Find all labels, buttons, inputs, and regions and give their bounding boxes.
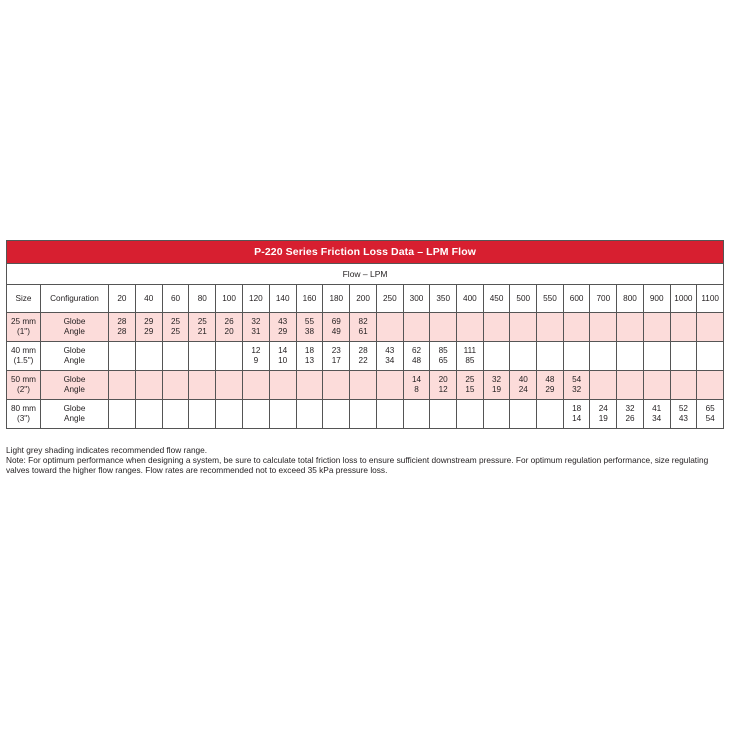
- table-row: [7, 313, 724, 342]
- loss-cell: [643, 400, 670, 429]
- globe-loss-value: 69: [331, 317, 341, 326]
- loss-cell: [189, 342, 216, 371]
- flow-header-450: 450: [483, 285, 510, 313]
- loss-cell: [510, 400, 537, 429]
- loss-cell: [617, 313, 644, 342]
- table-title: P-220 Series Friction Loss Data – LPM Flow: [7, 241, 724, 264]
- angle-loss-value: 28: [117, 327, 127, 336]
- size-inch: (1.5"): [13, 356, 34, 365]
- flow-header-900: 900: [643, 285, 670, 313]
- globe-loss-value: 111: [463, 346, 477, 355]
- loss-cell: [430, 342, 457, 371]
- loss-cell: [242, 371, 269, 400]
- angle-loss-value: 48: [411, 356, 422, 365]
- friction-loss-table-container: [6, 240, 724, 429]
- angle-loss-value: 20: [224, 327, 234, 336]
- loss-cell: [697, 313, 724, 342]
- flow-header-300: 300: [403, 285, 430, 313]
- loss-cell: [323, 400, 350, 429]
- loss-cell: [376, 400, 403, 429]
- flow-header-120: 120: [242, 285, 269, 313]
- loss-cell: [109, 342, 136, 371]
- globe-loss-value: 32: [625, 404, 635, 413]
- globe-loss-value: 28: [358, 346, 368, 355]
- flow-header-1000: 1000: [670, 285, 697, 313]
- loss-cell: [510, 342, 537, 371]
- loss-cell: [697, 342, 724, 371]
- flow-header-550: 550: [537, 285, 564, 313]
- table-row: [7, 400, 724, 429]
- globe-loss-value: 14: [411, 375, 422, 384]
- loss-cell: [189, 400, 216, 429]
- loss-cell: [457, 342, 484, 371]
- angle-loss-value: 34: [652, 414, 662, 423]
- flow-header-400: 400: [457, 285, 484, 313]
- angle-loss-value: 38: [304, 327, 315, 336]
- loss-cell: [242, 400, 269, 429]
- loss-cell: [430, 400, 457, 429]
- angle-loss-value: 29: [144, 327, 154, 336]
- loss-cell: [563, 371, 590, 400]
- configuration-header: Configuration: [41, 285, 109, 313]
- loss-cell: [135, 342, 162, 371]
- loss-cell: [109, 371, 136, 400]
- angle-loss-value: 10: [278, 356, 288, 365]
- loss-cell: [510, 371, 537, 400]
- loss-cell: [537, 371, 564, 400]
- globe-loss-value: 12: [251, 346, 261, 355]
- loss-cell: [590, 342, 617, 371]
- loss-cell: [457, 371, 484, 400]
- loss-cell: [162, 400, 189, 429]
- loss-cell: [430, 371, 457, 400]
- size-cell: [7, 371, 41, 400]
- flow-header-40: 40: [135, 285, 162, 313]
- loss-cell: [135, 371, 162, 400]
- angle-loss-value: 61: [358, 327, 368, 336]
- flow-header-800: 800: [617, 285, 644, 313]
- size-mm: 40 mm: [10, 346, 37, 355]
- column-header-row: [7, 285, 724, 313]
- configuration-cell: [41, 313, 109, 342]
- globe-loss-value: 18: [572, 404, 582, 413]
- table-row: [7, 371, 724, 400]
- table-row: [7, 342, 724, 371]
- loss-cell: [563, 400, 590, 429]
- shading-note: Light grey shading indicates recommended flow range.: [6, 445, 208, 455]
- config-angle: Angle: [64, 356, 85, 365]
- loss-cell: [242, 342, 269, 371]
- loss-cell: [162, 371, 189, 400]
- loss-cell: [617, 342, 644, 371]
- loss-cell: [109, 400, 136, 429]
- loss-cell: [670, 313, 697, 342]
- config-angle: Angle: [64, 327, 85, 336]
- config-angle: Angle: [64, 414, 85, 423]
- performance-note: Note: For optimum performance when designing a system, be sure to calculate total friction loss to ensure sufficient downstream pressure. For optimum regulation performance, size regulating valves toward the higher flow ranges. Flow rates are recommended not to exceed 35 kPa pressure loss.: [6, 455, 709, 475]
- size-mm: 80 mm: [10, 404, 37, 413]
- flow-header-180: 180: [323, 285, 350, 313]
- globe-loss-value: 48: [545, 375, 555, 384]
- loss-cell: [350, 342, 377, 371]
- loss-cell: [617, 400, 644, 429]
- angle-loss-value: 15: [465, 385, 475, 394]
- flow-header-250: 250: [376, 285, 403, 313]
- loss-cell: [323, 342, 350, 371]
- configuration-cell: [41, 342, 109, 371]
- angle-loss-value: 17: [331, 356, 341, 365]
- loss-cell: [483, 342, 510, 371]
- angle-loss-value: 21: [197, 327, 207, 336]
- globe-loss-value: 14: [278, 346, 288, 355]
- loss-cell: [403, 371, 430, 400]
- loss-cell: [323, 371, 350, 400]
- angle-loss-value: 31: [251, 327, 261, 336]
- globe-loss-value: 29: [144, 317, 154, 326]
- globe-loss-value: 62: [411, 346, 422, 355]
- angle-loss-value: 32: [572, 385, 582, 394]
- configuration-cell: [41, 371, 109, 400]
- size-mm: 25 mm: [10, 317, 37, 326]
- loss-cell: [323, 313, 350, 342]
- size-cell: [7, 400, 41, 429]
- loss-cell: [296, 313, 323, 342]
- loss-cell: [483, 400, 510, 429]
- size-header: Size: [7, 285, 41, 313]
- table-body: [7, 313, 724, 429]
- angle-loss-value: 19: [492, 385, 502, 394]
- angle-loss-value: 43: [678, 414, 688, 423]
- loss-cell: [430, 313, 457, 342]
- flow-header-100: 100: [216, 285, 243, 313]
- globe-loss-value: 55: [304, 317, 315, 326]
- loss-cell: [457, 313, 484, 342]
- loss-cell: [457, 400, 484, 429]
- config-globe: Globe: [63, 375, 86, 384]
- loss-cell: [510, 313, 537, 342]
- loss-cell: [563, 342, 590, 371]
- loss-cell: [617, 371, 644, 400]
- size-inch: (1"): [17, 327, 30, 336]
- angle-loss-value: 49: [331, 327, 341, 336]
- loss-cell: [135, 400, 162, 429]
- loss-cell: [109, 313, 136, 342]
- globe-loss-value: 43: [385, 346, 395, 355]
- loss-cell: [216, 313, 243, 342]
- loss-cell: [670, 400, 697, 429]
- loss-cell: [643, 371, 670, 400]
- globe-loss-value: 25: [197, 317, 207, 326]
- globe-loss-value: 26: [224, 317, 234, 326]
- config-globe: Globe: [63, 317, 86, 326]
- config-globe: Globe: [63, 346, 86, 355]
- loss-cell: [483, 313, 510, 342]
- loss-cell: [643, 342, 670, 371]
- angle-loss-value: 25: [170, 327, 181, 336]
- loss-cell: [590, 313, 617, 342]
- globe-loss-value: 65: [705, 404, 715, 413]
- friction-loss-table: [6, 240, 724, 429]
- globe-loss-value: 23: [331, 346, 341, 355]
- angle-loss-value: 14: [572, 414, 582, 423]
- loss-cell: [697, 371, 724, 400]
- size-inch: (3"): [17, 414, 30, 423]
- loss-cell: [670, 342, 697, 371]
- angle-loss-value: 8: [414, 385, 419, 394]
- loss-cell: [537, 313, 564, 342]
- loss-cell: [350, 313, 377, 342]
- globe-loss-value: 43: [278, 317, 288, 326]
- angle-loss-value: 54: [705, 414, 715, 423]
- loss-cell: [296, 342, 323, 371]
- loss-cell: [269, 400, 296, 429]
- angle-loss-value: 9: [253, 356, 259, 365]
- globe-loss-value: 54: [572, 375, 582, 384]
- size-inch: (2"): [17, 385, 30, 394]
- angle-loss-value: 34: [385, 356, 395, 365]
- globe-loss-value: 82: [358, 317, 368, 326]
- angle-loss-value: 22: [358, 356, 368, 365]
- flow-header-500: 500: [510, 285, 537, 313]
- loss-cell: [350, 371, 377, 400]
- loss-cell: [350, 400, 377, 429]
- config-globe: Globe: [63, 404, 86, 413]
- loss-cell: [590, 400, 617, 429]
- notes: [6, 445, 724, 475]
- config-angle: Angle: [64, 385, 85, 394]
- globe-loss-value: 28: [117, 317, 127, 326]
- angle-loss-value: 19: [598, 414, 608, 423]
- loss-cell: [189, 313, 216, 342]
- loss-cell: [697, 400, 724, 429]
- loss-cell: [403, 342, 430, 371]
- loss-cell: [376, 342, 403, 371]
- loss-cell: [296, 371, 323, 400]
- globe-loss-value: 85: [438, 346, 448, 355]
- loss-cell: [216, 371, 243, 400]
- angle-loss-value: 13: [304, 356, 315, 365]
- loss-cell: [216, 400, 243, 429]
- flow-header-350: 350: [430, 285, 457, 313]
- loss-cell: [376, 371, 403, 400]
- flow-label: Flow – LPM: [7, 264, 724, 285]
- loss-cell: [269, 371, 296, 400]
- loss-cell: [403, 400, 430, 429]
- loss-cell: [162, 313, 189, 342]
- flow-header-600: 600: [563, 285, 590, 313]
- loss-cell: [483, 371, 510, 400]
- loss-cell: [537, 342, 564, 371]
- angle-loss-value: 65: [438, 356, 448, 365]
- globe-loss-value: 40: [518, 375, 528, 384]
- loss-cell: [537, 400, 564, 429]
- loss-cell: [643, 313, 670, 342]
- loss-cell: [296, 400, 323, 429]
- loss-cell: [162, 342, 189, 371]
- globe-loss-value: 32: [492, 375, 502, 384]
- globe-loss-value: 52: [678, 404, 688, 413]
- flow-header-20: 20: [109, 285, 136, 313]
- loss-cell: [189, 371, 216, 400]
- flow-header-160: 160: [296, 285, 323, 313]
- loss-cell: [563, 313, 590, 342]
- globe-loss-value: 41: [652, 404, 662, 413]
- loss-cell: [670, 371, 697, 400]
- globe-loss-value: 25: [465, 375, 475, 384]
- globe-loss-value: 20: [438, 375, 448, 384]
- configuration-cell: [41, 400, 109, 429]
- angle-loss-value: 85: [465, 356, 475, 365]
- loss-cell: [590, 371, 617, 400]
- loss-cell: [242, 313, 269, 342]
- globe-loss-value: 32: [251, 317, 261, 326]
- loss-cell: [403, 313, 430, 342]
- angle-loss-value: 29: [278, 327, 288, 336]
- flow-header-140: 140: [269, 285, 296, 313]
- size-cell: [7, 342, 41, 371]
- loss-cell: [269, 313, 296, 342]
- loss-cell: [269, 342, 296, 371]
- angle-loss-value: 12: [438, 385, 448, 394]
- globe-loss-value: 25: [170, 317, 181, 326]
- loss-cell: [135, 313, 162, 342]
- globe-loss-value: 24: [598, 404, 608, 413]
- flow-header-60: 60: [162, 285, 189, 313]
- flow-header-80: 80: [189, 285, 216, 313]
- flow-header-700: 700: [590, 285, 617, 313]
- angle-loss-value: 24: [518, 385, 528, 394]
- flow-header-1100: 1100: [697, 285, 724, 313]
- loss-cell: [216, 342, 243, 371]
- angle-loss-value: 29: [545, 385, 555, 394]
- globe-loss-value: 18: [304, 346, 315, 355]
- flow-header-200: 200: [350, 285, 377, 313]
- size-cell: [7, 313, 41, 342]
- loss-cell: [376, 313, 403, 342]
- angle-loss-value: 26: [625, 414, 635, 423]
- size-mm: 50 mm: [10, 375, 37, 384]
